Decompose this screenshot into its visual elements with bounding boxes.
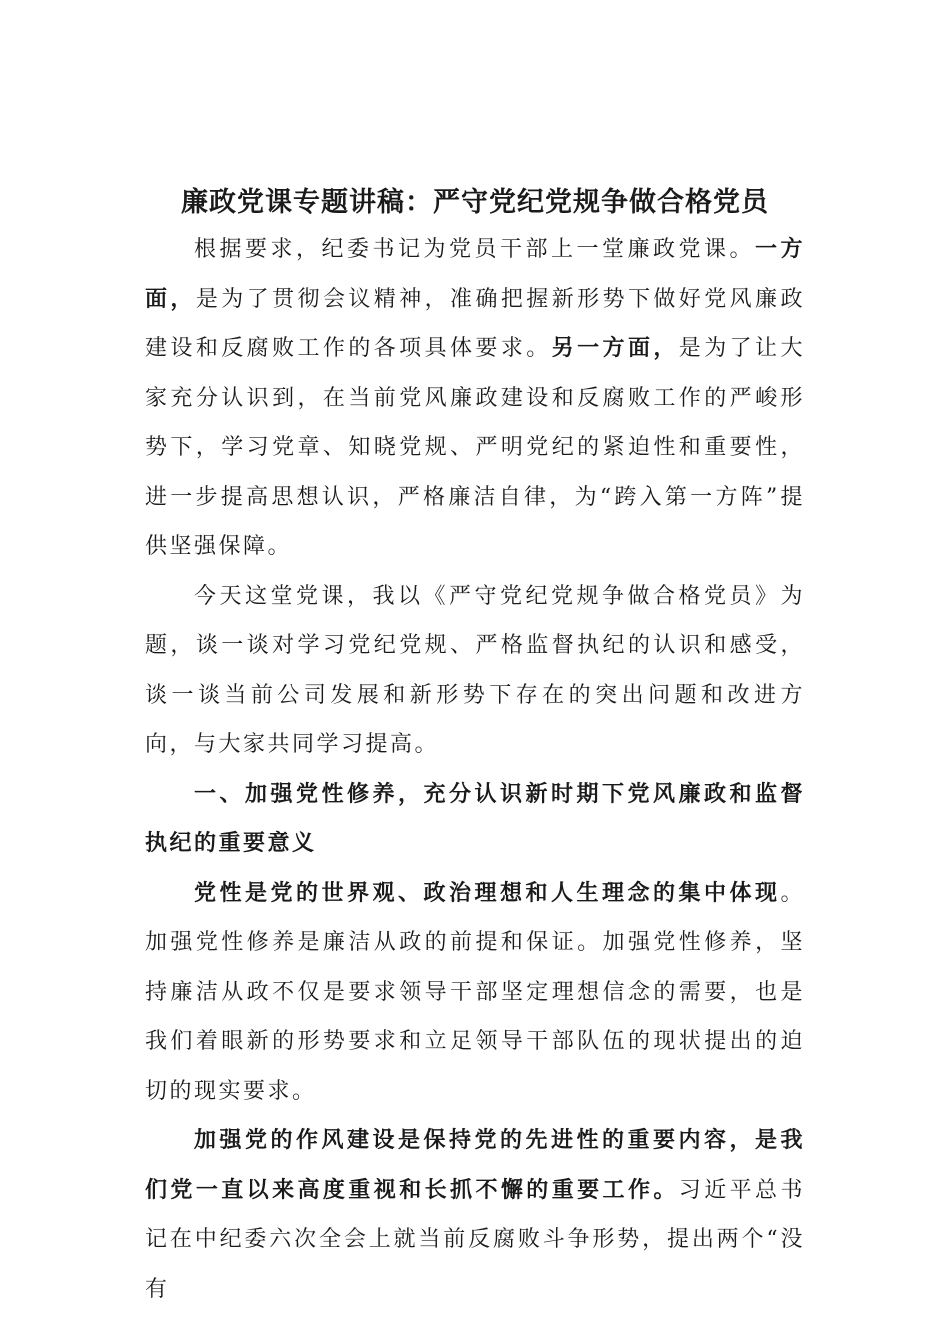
paragraph-party-spirit (145, 869, 805, 1117)
paragraph-text: 是为了让大家充分认识到，在当前党风廉政建设和反腐败工作的严峻形势下，学习党章、知晓党规、严明党纪的紧迫性和重要性，进一步提高思想认识，严格廉洁自律，为“跨入第一方阵”提供坚强保障。 (145, 336, 805, 559)
paragraph-work-style (145, 1116, 805, 1314)
paragraph-text: 根据要求，纪委书记为党员干部上一堂廉政党课。 (194, 237, 755, 262)
emphasis-text: 一方面， (145, 236, 805, 312)
paragraph-intro (145, 225, 805, 572)
section-heading: 一、加强党性修养，充分认识新时期下党风廉政和监督执纪的重要意义 (145, 780, 805, 856)
paragraph-text: 是为了贯彻会议精神，准确把握新形势下做好党风廉政建设和反腐败工作的各项具体要求。 (145, 286, 805, 361)
paragraph-text: 。加强党性修养是廉洁从政的前提和保证。加强党性修养，坚持廉洁从政不仅是要求领导干部坚定理想信念的需要，也是我们着眼新的形势要求和立足领导干部队伍的现状提出的迫切的现实要求。 (145, 880, 805, 1104)
emphasis-text: 另一方面， (551, 335, 679, 361)
document-title: 廉政党课专题讲稿：严守党纪党规争做合格党员 (181, 187, 769, 218)
document-body (145, 225, 805, 1314)
emphasis-text: 党性是党的世界观、政治理想和人生理念的集中体现 (194, 879, 781, 906)
paragraph-topic: 今天这堂党课，我以《严守党纪党规争做合格党员》为题，谈一谈对学习党纪党规、严格监督执纪的认识和感受，谈一谈当前公司发展和新形势下存在的突出问题和改进方向，与大家共同学习提高。 (145, 583, 805, 757)
emphasis-text: 加强党的作风建设是保持党的先进性的重要内容，是我们党一直以来高度重视和长抓不懈的重要工作。 (145, 1127, 805, 1203)
paragraph-text: 习近平总书记在中纪委六次全会上就当前反腐败斗争形势，提出两个“没有 (145, 1177, 805, 1302)
